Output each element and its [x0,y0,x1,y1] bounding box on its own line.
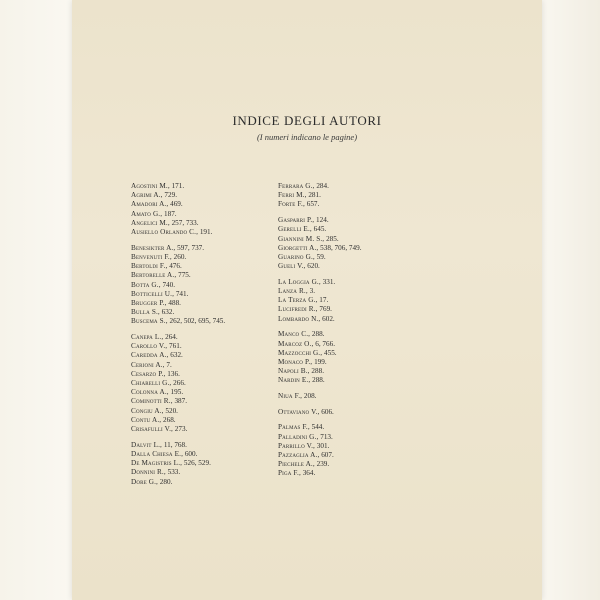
index-entry [131,182,225,191]
author-name: Colonna A., [131,388,169,397]
page-numbers: 273. [174,425,188,434]
page-numbers: 538, 706, 749. [320,243,362,252]
index-entry [131,244,225,253]
index-group [131,333,225,434]
index-entry [131,425,225,434]
index-group [278,182,362,210]
index-entry [278,225,362,234]
index-entry [278,460,362,469]
page-numbers: 387. [174,397,188,406]
index-column-left [131,182,225,493]
author-name: Benvenuti F., [131,252,172,261]
author-name: Crisafulli V., [131,425,173,434]
page-numbers: 632. [161,308,175,317]
author-name: Lombardo N., [278,314,321,323]
index-entry [131,299,225,308]
page-numbers: 199. [314,357,327,366]
page-numbers: 239. [316,460,330,469]
index-entry [278,349,362,358]
author-name: Angelici M., [131,218,170,227]
page-numbers: 741. [175,289,189,298]
author-name: Marcoz O., [278,339,314,348]
page-numbers: 281. [308,191,321,200]
author-name: Canepa L., [131,333,164,342]
page-numbers: 124. [316,216,329,225]
page-numbers: 59. [316,252,326,261]
author-name: La Loggia G., [278,277,321,286]
page-numbers: 597, 737. [177,243,205,252]
page-numbers: 136. [167,369,180,378]
author-name: Ferrara G., [278,182,315,190]
index-entry [278,182,362,191]
page-numbers: 533. [167,468,181,477]
author-name: Nardin E., [278,376,311,385]
page-numbers: 3. [309,287,315,296]
index-entry [131,351,225,360]
author-name: Amadori A., [131,200,169,209]
page-title: INDICE DEGLI AUTORI [232,113,382,128]
index-entry [131,468,225,477]
index-entry [278,216,362,225]
page-numbers: 195. [170,388,184,397]
page-numbers: 285. [326,234,339,243]
author-name: Piga F., [278,469,301,478]
author-name: Donnini R., [131,468,166,477]
index-group [278,423,362,478]
author-name: Niua F., [278,392,303,401]
index-entry [131,191,225,200]
author-name: Monaco P., [278,357,313,366]
author-name: Dalvit L., [131,440,163,449]
index-group [278,278,362,324]
page-numbers: 17. [319,296,329,305]
index-entry [278,305,362,314]
page-numbers: 645. [313,225,327,234]
index-entry [131,342,225,351]
index-entry [131,333,225,342]
author-name: Buscema S., [131,317,168,326]
author-name: Lanza R., [278,287,308,296]
author-name: Gerelli E., [278,225,312,234]
author-name: Palladini G., [278,432,319,441]
page-numbers: 208. [303,392,317,401]
author-name: Botticelli U., [131,289,175,298]
author-name: Guarino G., [278,252,315,261]
index-entry [278,376,362,385]
index-group [278,408,362,417]
author-name: Ausiello Orlando C., [131,228,199,237]
author-name: Agrimi A., [131,191,163,200]
author-name: Carollo V., [131,342,168,351]
index-entry [131,317,225,326]
index-entry [131,397,225,406]
index-entry [131,459,225,468]
author-name: Gasparri P., [278,216,315,225]
index-entry [278,244,362,253]
page-numbers: 606. [321,407,334,416]
index-entry [278,200,362,209]
page-numbers: 288. [311,330,325,339]
author-name: Bulla S., [131,308,160,317]
author-name: Amato G., [131,209,163,218]
index-entry [278,296,362,305]
page-numbers: 620. [307,262,320,271]
page-numbers: 187. [164,209,177,218]
author-name: Bertorelle A., [131,271,177,280]
page-numbers: 11, 768. [163,440,187,449]
index-group [131,244,225,327]
index-entry [131,253,225,262]
page-numbers: 284. [316,182,329,190]
page-numbers: 607. [321,451,334,460]
author-name: Forte F., [278,200,305,209]
author-name: Palmas F., [278,423,310,432]
index-entry [131,210,225,219]
page-numbers: 257, 733. [171,218,199,227]
page-numbers: 761. [169,342,182,351]
index-entry [131,450,225,459]
index-entry [278,262,362,271]
page-numbers: 488. [168,298,181,307]
page-numbers: 602. [322,314,335,323]
index-entry [131,262,225,271]
index-entry [131,388,225,397]
page-numbers: 775. [178,271,191,280]
author-name: Agostini M., [131,182,170,190]
index-entry [278,315,362,324]
index-entry [278,442,362,451]
index-entry [278,367,362,376]
page-numbers: 657. [306,200,320,209]
page-numbers: 262, 502, 695, 745. [169,317,226,326]
index-entry [131,228,225,237]
author-name: Botta G., [131,280,161,289]
page-numbers: 632. [170,351,183,360]
author-name: Ferri M., [278,191,307,200]
index-entry [131,308,225,317]
author-name: Cominotti R., [131,397,173,406]
page-numbers: 260. [173,252,187,261]
page-numbers: 288. [312,376,325,385]
page-numbers: 713. [320,432,333,441]
author-name: Congiu A., [131,406,164,415]
author-name: Dore G., [131,477,158,486]
index-group [278,216,362,271]
index-entry [278,433,362,442]
index-entry [278,287,362,296]
index-entry [131,281,225,290]
index-entry [131,379,225,388]
page-numbers: 520. [165,406,178,415]
page-numbers: 191. [199,228,213,237]
author-name: Mazzocchi G., [278,348,323,357]
author-name: La Terza G., [278,296,318,305]
page-numbers: 331. [322,277,336,286]
page-numbers: 526, 529. [183,459,211,468]
index-entry [131,361,225,370]
page-subtitle: (I numeri indicano le pagine) [256,132,358,142]
index-entry [131,290,225,299]
author-name: Caredda A., [131,351,169,360]
page-numbers: 740. [162,280,176,289]
index-entry [278,408,362,417]
index-entry [131,271,225,280]
index-entry [278,235,362,244]
index-entry [278,330,362,339]
author-name: Chiarelli G., [131,379,172,388]
author-name: Benesikter A., [131,243,176,252]
page-numbers: 6, 766. [315,339,335,348]
page-numbers: 301. [316,441,330,450]
index-entry [278,469,362,478]
page-numbers: 729. [164,191,177,200]
author-name: Giannini M. S., [278,234,325,243]
page-numbers: 288. [311,367,324,376]
index-entry [278,253,362,262]
author-name: Ottaviano V., [278,407,320,416]
index-entry [131,200,225,209]
index-group [131,441,225,487]
index-entry [278,423,362,432]
book-page [72,0,542,600]
author-name: Brugger P., [131,298,167,307]
index-entry [131,416,225,425]
page-numbers: 544. [311,423,325,432]
index-entry [278,278,362,287]
index-entry [278,358,362,367]
page-numbers: 268. [163,415,176,424]
page-numbers: 600. [184,449,198,458]
index-entry [131,478,225,487]
index-group [131,182,225,237]
index-entry [131,219,225,228]
page-numbers: 7. [166,360,172,369]
author-name: Bertoldi F., [131,262,168,271]
index-entry [278,451,362,460]
index-entry [131,441,225,450]
author-name: Contu A., [131,415,162,424]
author-name: De Magistris L., [131,459,183,468]
page-numbers: 769. [319,305,332,314]
page-numbers: 264. [165,333,178,342]
index-entry [278,340,362,349]
author-name: Giorgetti A., [278,243,319,252]
author-name: Napoli B., [278,367,310,376]
page-numbers: 476. [169,262,182,271]
index-entry [278,392,362,401]
index-entry [278,191,362,200]
page-numbers: 364. [302,469,316,478]
author-name: Cerioni A., [131,360,165,369]
author-name: Dalla Chiesa E., [131,449,184,458]
page-numbers: 469. [170,200,183,209]
author-name: Piechele A., [278,460,315,469]
index-entry [131,370,225,379]
author-name: Gueli V., [278,262,306,271]
index-entry [131,407,225,416]
author-name: Manco C., [278,330,311,339]
author-name: Lucifredi R., [278,305,318,314]
index-column-right [278,182,362,485]
page-numbers: 266. [173,379,186,388]
author-name: Parrillo V., [278,441,315,450]
page-numbers: 280. [159,477,173,486]
page-numbers: 171. [171,182,185,190]
author-name: Cesarzo P., [131,369,166,378]
page-numbers: 455. [324,348,337,357]
index-group [278,330,362,385]
author-name: Pazzaglia A., [278,451,320,460]
index-group [278,392,362,401]
